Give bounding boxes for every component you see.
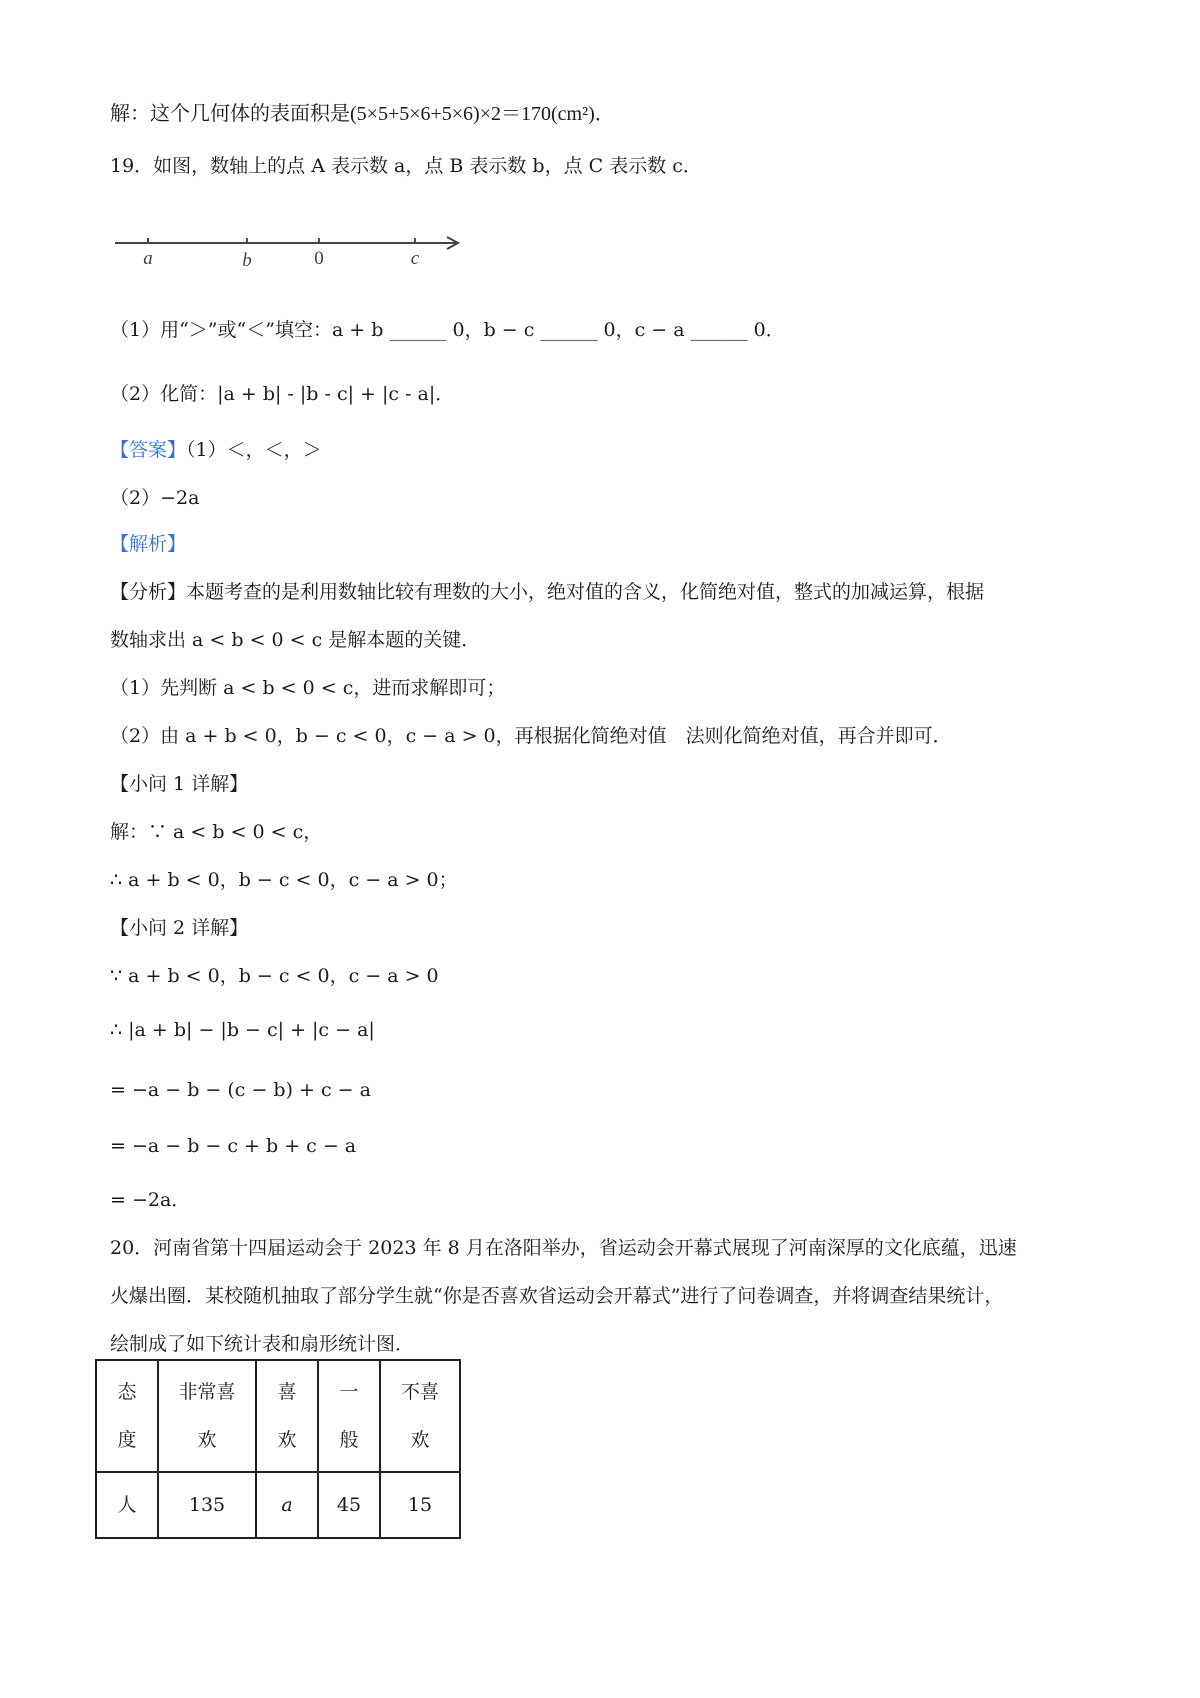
solution-1-line-2: ∴ a + b < 0，b − c < 0，c − a > 0；: [110, 869, 458, 891]
header-cell-dislike: 不喜 欢: [380, 1360, 460, 1472]
header-cell-like: 喜 欢: [256, 1360, 318, 1472]
row-label: 人: [96, 1472, 158, 1538]
answer-part-2: （2）−2a: [110, 487, 200, 509]
answer-line-1: [110, 436, 322, 464]
solution-2-line-2: ∴ |a + b| − |b − c| + |c − a|: [110, 1019, 375, 1041]
cell-neutral: 45: [318, 1472, 380, 1538]
sub-question-2-heading: 【小问 2 详解】: [110, 917, 249, 939]
fenxi-line-1: 【分析】本题考查的是利用数轴比较有理数的大小，绝对值的含义，化简绝对值，整式的加减运算，根据: [110, 581, 985, 603]
question-19-stem: 19．如图，数轴上的点 A 表示数 a，点 B 表示数 b，点 C 表示数 c．: [110, 155, 702, 177]
number-line-figure: [115, 232, 465, 272]
approach-step-2: （2）由 a + b < 0，b − c < 0，c − a > 0，再根据化简绝对值 法则化简绝对值，再合并即可．: [110, 725, 952, 747]
solution-2-line-1: ∵ a + b < 0，b − c < 0，c − a > 0: [110, 965, 439, 987]
fenxi-line-2: 数轴求出 a < b < 0 < c 是解本题的关键．: [110, 629, 481, 651]
question-19-part-2: （2）化简：|a + b| - |b - c| + |c - a|．: [110, 383, 455, 405]
survey-table: [95, 1359, 461, 1539]
approach-step-1: （1）先判断 a < b < 0 < c，进而求解即可；: [110, 677, 506, 699]
question-19-part-1: （1）用“＞”或“＜”填空：a + b ______ 0，b − c ______ 0，c − a ______ 0．: [110, 319, 785, 341]
header-cell-very-like: 非常喜 欢: [158, 1360, 256, 1472]
cell-dislike: 15: [380, 1472, 460, 1538]
table-row: [96, 1472, 460, 1538]
solution-2-line-3: = −a − b − (c − b) + c − a: [110, 1079, 371, 1101]
cell-like: a: [256, 1472, 318, 1538]
question-20-line-1: 20．河南省第十四届运动会于 2023 年 8 月在洛阳举办，省运动会开幕式展现了河南深厚的文化底蕴，迅速: [110, 1237, 1017, 1259]
question-20-line-2: 火爆出圈．某校随机抽取了部分学生就“你是否喜欢省运动会开幕式”进行了问卷调查，并将调查结果统计，: [110, 1285, 1004, 1307]
cell-very-like: 135: [158, 1472, 256, 1538]
label-c: c: [410, 248, 420, 269]
surface-area-solution: 解：这个几何体的表面积是(5×5+5×6+5×6)×2＝170(cm²)．: [110, 103, 615, 125]
header-cell-neutral: 一 般: [318, 1360, 380, 1472]
label-a: a: [143, 248, 153, 269]
solution-2-line-5: = −2a．: [110, 1189, 191, 1211]
label-b: b: [242, 250, 252, 271]
question-20-line-3: 绘制成了如下统计表和扇形统计图．: [110, 1333, 415, 1355]
label-zero: 0: [314, 248, 324, 269]
table-header-row: [96, 1360, 460, 1472]
sub-question-1-heading: 【小问 1 详解】: [110, 773, 249, 795]
analysis-tag: 【解析】: [110, 533, 187, 555]
header-cell-attitude: 态 度: [96, 1360, 158, 1472]
number-line-svg: [115, 232, 465, 272]
solution-1-line-1: 解：∵ a < b < 0 < c，: [110, 821, 323, 843]
answer-tag: 【答案】: [110, 439, 187, 461]
answer-part-1: （1）＜，＜，＞: [186, 439, 322, 461]
solution-2-line-4: = −a − b − c + b + c − a: [110, 1135, 357, 1157]
